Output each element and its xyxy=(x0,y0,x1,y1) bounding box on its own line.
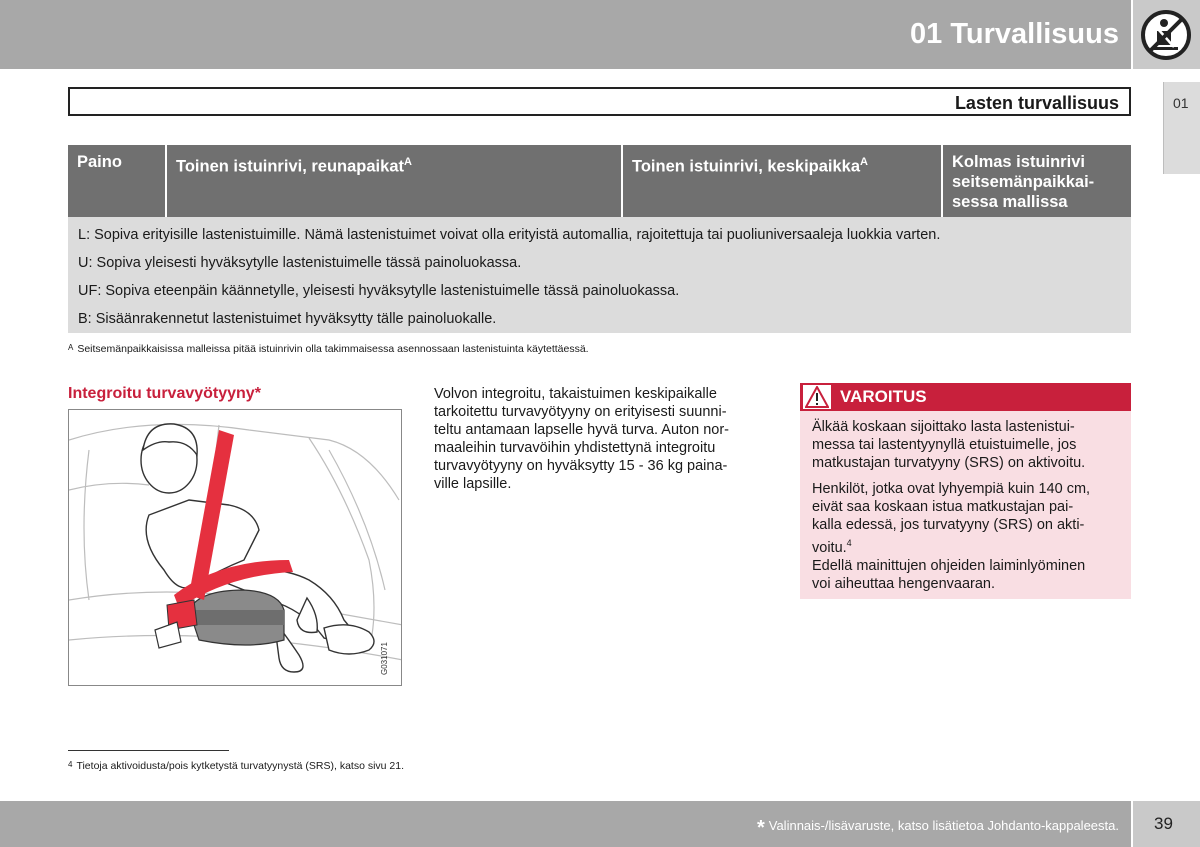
table-legend xyxy=(68,217,1131,333)
table-row: UF: Sopiva eteenpäin käännetylle, yleisesti hyväksytylle lastenistuimelle tässä painoluokassa. xyxy=(78,283,680,299)
footer-note: * Valinnais-/lisävaruste, katso lisätietoa Johdanto-kappaleesta. xyxy=(756,817,1119,839)
table-row: U: Sopiva yleisesti hyväksytylle lastenistuimelle tässä painoluokassa. xyxy=(78,255,522,271)
table-header-second-row-outer: Toinen istuinrivi, reunapaikat$^A$ xyxy=(165,145,621,217)
warning-footnote-ref: 4 xyxy=(846,538,852,548)
table-header xyxy=(68,145,1131,217)
chapter-title: 01 Turvallisuus xyxy=(910,18,1119,50)
warning-icon-box xyxy=(803,385,831,409)
integrated-cushion-heading: Integroitu turvavyötyyny* xyxy=(68,385,261,402)
table-header-third-row: Kolmas istuinrivi seitsemänpaikkai- sessa mallissa xyxy=(941,145,1131,217)
illustration-code: G031071 xyxy=(380,642,389,675)
page-number-box xyxy=(1133,801,1200,847)
warning-paragraph-2: Henkilöt, jotka ovat lyhyempiä kuin 140 cm, eivät saa koskaan istua matkustajan pai- kalla edessä, jos turvatyyny (SRS) on akti- voitu.$^4$ xyxy=(812,481,1091,556)
section-title-box xyxy=(68,87,1131,116)
table-header-weight: Paino xyxy=(77,153,122,171)
chapter-side-tab[interactable] xyxy=(1163,82,1200,174)
page-footnote: $^4$ Tietoja aktivoidusta/pois kytketystä turvatyynystä (SRS), katso sivu 21. xyxy=(68,760,405,772)
child-on-booster-cushion-image xyxy=(69,410,402,686)
section-title: Lasten turvallisuus xyxy=(954,93,1119,113)
warning-paragraph-1: Älkää koskaan sijoittako lasta lastenistui- messa tai lastentyynyllä etuistuimelle, jos matkustajan turvatyyny (SRS) on aktivoitu. xyxy=(812,419,1086,471)
side-tab-label: 01 xyxy=(1173,95,1189,111)
footnote-divider xyxy=(68,750,229,751)
page-number: 39 xyxy=(1154,814,1173,833)
seatbelt-warning-icon xyxy=(1140,9,1192,61)
child-cushion-illustration xyxy=(68,409,402,686)
warning-title: VAROITUS xyxy=(840,387,927,406)
page-footer xyxy=(0,801,1131,847)
chapter-header xyxy=(0,0,1131,69)
chapter-icon-box xyxy=(1133,0,1200,69)
table-header-second-row-center: Toinen istuinrivi, keskipaikka$^A$ xyxy=(621,145,941,217)
table-footnote: $^A$ Seitsemänpaikkaisissa malleissa pitää istuinrivin olla takimmaisessa asennossaan lastenistuinta käytettäessä. xyxy=(68,343,589,355)
warning-triangle-icon xyxy=(805,386,829,408)
table-row: L: Sopiva erityisille lastenistuimille. Nämä lastenistuimet voivat olla erityistä automallia, rajoitettuja tai puoliuniversaaleja luokkia varten. xyxy=(78,227,941,243)
integrated-cushion-text: Volvon integroitu, takaistuimen keskipaikalle tarkoitettu turvavyötyyny on erityisesti suunni- teltu antamaan lapselle hyvä turva. Auton nor- maaleihin turvavöihin yhdistettynä integroitu turvavyötyyny on hyväksytty 15 - 36 kg paina- ville lapsille. xyxy=(434,386,730,492)
table-row: B: Sisäänrakennetut lastenistuimet hyväksytty tälle painoluokalle. xyxy=(78,311,497,327)
warning-paragraph-3: Edellä mainittujen ohjeiden laiminlyöminen voi aiheuttaa hengenvaaran. xyxy=(812,558,1086,592)
